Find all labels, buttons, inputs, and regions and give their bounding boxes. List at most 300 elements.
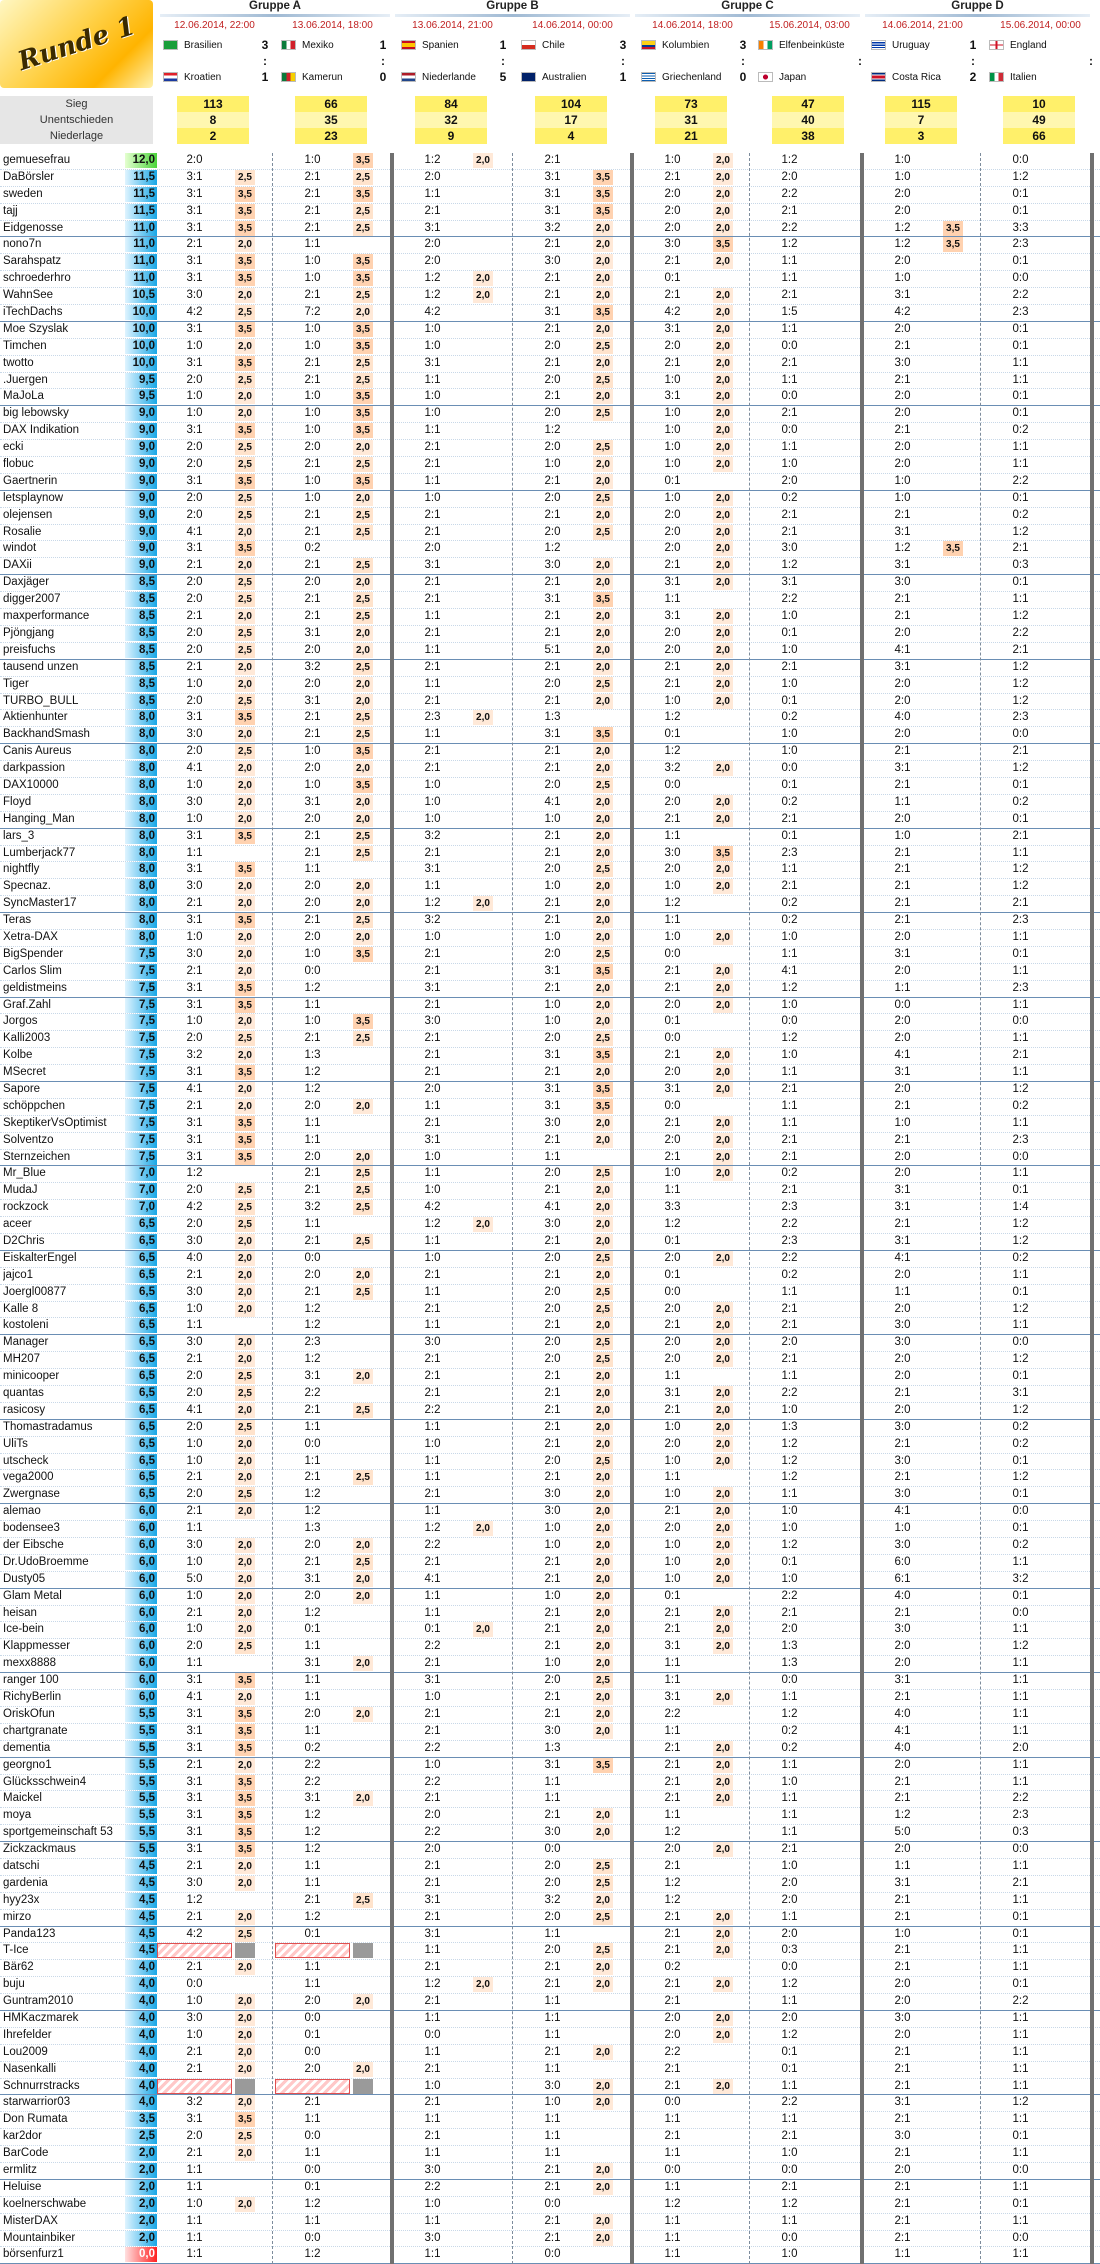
tip-cell: 1:0 [664, 441, 681, 454]
flag-icon [401, 40, 416, 50]
tip-cell: 3:1 [186, 1674, 203, 1687]
player-points: 11,0 [125, 221, 157, 236]
bonus-cell: 2,5 [235, 491, 255, 506]
player-name: DAX10000 [3, 778, 59, 791]
tip-cell: 1:1 [1012, 2147, 1029, 2160]
match-team-row [989, 38, 1098, 52]
bonus-cell: 2,0 [713, 1251, 733, 1266]
bonus-cell: 2,5 [235, 508, 255, 523]
tip-cell: 3:1 [544, 1082, 561, 1095]
tip-cell: 1:2 [1012, 880, 1029, 893]
bonus-cell: 2,5 [593, 1352, 613, 1367]
tip-cell: 1:0 [544, 1522, 561, 1535]
player-name: SyncMaster17 [3, 897, 77, 910]
bonus-cell: 2,0 [235, 2062, 255, 2077]
tip-cell: 3:1 [186, 914, 203, 927]
player-points: 4,5 [125, 1910, 157, 1925]
tip-cell: 1:2 [304, 2248, 321, 2261]
tip-cell: 2:1 [424, 2062, 441, 2075]
player-points: 10,0 [125, 305, 157, 320]
tip-cell: 2:1 [664, 1758, 681, 1771]
tip-cell: 3:1 [186, 204, 203, 217]
tip-cell: 2:1 [304, 2096, 321, 2109]
tip-cell: 3:1 [1012, 1387, 1029, 1400]
player-points: 6,5 [125, 1369, 157, 1384]
player-name: big lebowsky [3, 407, 69, 420]
tip-cell: 2:0 [186, 1640, 203, 1653]
tip-cell: 2:0 [304, 1589, 321, 1602]
score-colon: : [858, 54, 862, 68]
tip-cell: 1:1 [664, 2214, 681, 2227]
player-name: preisfuchs [3, 643, 56, 656]
score-colon: : [741, 54, 745, 68]
tip-cell: 3:1 [186, 1775, 203, 1788]
tip-cell: 1:3 [304, 1522, 321, 1535]
tip-cell: 3:0 [894, 576, 911, 589]
tip-cell: 0:2 [1012, 1437, 1029, 1450]
bonus-cell: 3,5 [235, 541, 255, 556]
bonus-cell: 2,0 [713, 964, 733, 979]
bonus-cell: 2,0 [593, 2163, 613, 2178]
tip-cell: 2:1 [894, 1387, 911, 1400]
bonus-cell: 2,5 [353, 204, 373, 219]
tip-cell: 1:2 [781, 981, 798, 994]
tip-cell: 0:0 [544, 2197, 561, 2210]
bonus-cell: 2,5 [353, 373, 373, 388]
tip-cell: 1:1 [781, 1691, 798, 1704]
player-points: 4,5 [125, 1859, 157, 1874]
tip-cell: 1:1 [1012, 1066, 1029, 1079]
bonus-cell: 3,5 [593, 727, 613, 742]
team-score: 1 [969, 38, 977, 52]
tip-cell: 1:1 [424, 1606, 441, 1619]
player-points: 8,5 [125, 626, 157, 641]
bonus-cell: 2,0 [235, 1994, 255, 2009]
player-name: Heluise [3, 2180, 42, 2193]
bonus-cell: 2,0 [593, 879, 613, 894]
match-team-row [758, 38, 867, 52]
bonus-cell: 2,0 [235, 1606, 255, 1621]
tip-cell: 1:1 [544, 1150, 561, 1163]
tip-cell: 2:0 [664, 643, 681, 656]
tip-cell: 1:1 [664, 1370, 681, 1383]
tip-cell: 0:0 [1012, 1336, 1029, 1349]
bonus-cell: 2,0 [473, 1521, 493, 1536]
tip-cell: 2:1 [424, 1370, 441, 1383]
bonus-cell: 2,0 [235, 2095, 255, 2110]
tip-cell: 1:0 [304, 947, 321, 960]
tip-cell: 2:1 [894, 1961, 911, 1974]
tip-cell: 1:0 [304, 745, 321, 758]
bonus-cell: 2,0 [593, 271, 613, 286]
bonus-cell: 2,0 [593, 1589, 613, 1604]
player-points: 6,5 [125, 1386, 157, 1401]
player-points: 8,5 [125, 609, 157, 624]
tip-cell: 0:2 [304, 542, 321, 555]
bonus-cell: 2,0 [713, 626, 733, 641]
tip-cell: 1:3 [781, 1420, 798, 1433]
flag-icon [989, 40, 1004, 50]
tip-cell: 1:1 [664, 2231, 681, 2244]
tip-cell: 1:1 [781, 373, 798, 386]
player-points: 6,5 [125, 1268, 157, 1283]
tip-cell: 1:1 [781, 2113, 798, 2126]
tip-cell: 2:1 [894, 2147, 911, 2160]
tip-cell: 1:2 [781, 154, 798, 166]
tip-cell: 1:2 [424, 289, 441, 302]
tip-cell: 2:1 [304, 356, 321, 369]
tip-cell: 3:1 [424, 221, 441, 234]
bonus-cell: 2,0 [713, 1842, 733, 1857]
tip-cell: 3:0 [894, 1336, 911, 1349]
player-name: tajj [3, 204, 18, 217]
tip-cell: 1:0 [544, 998, 561, 1011]
player-name: Carlos Slim [3, 964, 62, 977]
flag-icon [163, 72, 178, 82]
tip-cell: 0:0 [544, 2248, 561, 2261]
tip-cell: 1:0 [664, 880, 681, 893]
tip-cell: 3:1 [186, 322, 203, 335]
tip-cell: 3:0 [186, 1235, 203, 1247]
bonus-cell: 2,5 [593, 491, 613, 506]
tip-cell: 2:1 [781, 1133, 798, 1146]
tip-cell: 2:1 [304, 1893, 321, 1906]
bonus-cell: 2,0 [235, 1758, 255, 1773]
tip-cell: 1:1 [1012, 1859, 1029, 1872]
player-points: 2,0 [125, 2214, 157, 2229]
tip-cell: 2:1 [894, 2197, 911, 2210]
bonus-cell: 2,0 [235, 406, 255, 421]
player-points: 9,5 [125, 389, 157, 404]
team-name: Kroatien [184, 71, 222, 83]
tip-cell: 3:0 [894, 2130, 911, 2143]
tip-cell: 2:1 [664, 2130, 681, 2143]
tip-cell: 3:1 [664, 1691, 681, 1704]
tip-cell: 2:0 [894, 322, 911, 335]
player-name: buju [3, 1978, 25, 1991]
player-points: 4,0 [125, 2011, 157, 2026]
tip-cell: 0:2 [781, 1268, 798, 1281]
bonus-cell: 3,5 [353, 778, 373, 793]
bonus-cell: 3,5 [353, 406, 373, 421]
tip-cell: 2:1 [781, 525, 798, 538]
bonus-cell: 3,5 [353, 187, 373, 202]
flag-icon [281, 72, 296, 82]
tip-cell: 1:1 [664, 1471, 681, 1484]
tip-cell: 0:0 [781, 1961, 798, 1974]
tip-cell: 1:2 [1012, 1353, 1029, 1366]
tip-cell: 1:1 [424, 474, 441, 487]
team-name: Brasilien [184, 39, 223, 51]
tip-cell: 1:2 [781, 1454, 798, 1467]
tip-cell: 1:3 [781, 1657, 798, 1670]
player-name: MisterDAX [3, 2214, 58, 2227]
bonus-cell: 2,5 [353, 829, 373, 844]
tip-cell: 2:1 [544, 1420, 561, 1433]
tip-cell: 1:0 [781, 1572, 798, 1585]
tip-cell: 2:1 [424, 1049, 441, 1062]
player-name: twotto [3, 356, 34, 369]
bonus-cell: 2,0 [713, 1487, 733, 1502]
tip-cell: 2:1 [894, 2214, 911, 2227]
tip-cell: 1:1 [424, 2147, 441, 2160]
tip-cell: 1:0 [186, 1437, 203, 1450]
player-name: Tiger [3, 677, 29, 690]
tip-cell: 0:2 [1012, 795, 1029, 808]
player-points: 6,0 [125, 1589, 157, 1604]
bonus-cell: 2,0 [593, 1470, 613, 1485]
tip-cell: 2:0 [544, 1032, 561, 1045]
tip-cell: 2:0 [544, 1674, 561, 1687]
group-separator [630, 153, 634, 2264]
player-name: Xetra-DAX [3, 930, 58, 943]
tip-cell: 2:1 [664, 1505, 681, 1518]
tip-cell: 4:1 [894, 1251, 911, 1264]
tip-cell: 2:1 [186, 559, 203, 572]
player-points: 8,0 [125, 761, 157, 776]
player-points: 4,0 [125, 1994, 157, 2009]
tip-cell: 2:0 [304, 1707, 321, 1720]
tip-cell: 0:2 [304, 1741, 321, 1754]
tip-cell: 2:1 [544, 846, 561, 859]
match-date: 15.06.2014, 00:00 [1000, 20, 1081, 31]
tip-cell: 1:1 [424, 187, 441, 200]
player-name: der Eibsche [3, 1539, 64, 1552]
tip-cell: 1:0 [894, 1522, 911, 1535]
bonus-cell: 2,0 [713, 1352, 733, 1367]
bonus-cell: 2,0 [353, 812, 373, 827]
tip-cell: 1:2 [304, 981, 321, 994]
team-name: Kolumbien [662, 39, 710, 51]
tip-cell: 2:0 [781, 474, 798, 487]
team-name: England [1010, 39, 1047, 51]
player-name: Specnaz. [3, 880, 51, 893]
tip-cell: 2:1 [424, 458, 441, 471]
tip-cell: 1:0 [304, 390, 321, 403]
tip-cell: 1:3 [781, 1640, 798, 1653]
tip-cell: 2:0 [894, 1032, 911, 1045]
tip-cell: 2:0 [544, 1167, 561, 1180]
tip-cell: 1:2 [1012, 863, 1029, 876]
tip-cell: 1:0 [664, 694, 681, 707]
tip-cell: 2:1 [304, 508, 321, 521]
bonus-cell: 2,0 [713, 525, 733, 540]
tip-cell: 1:1 [1012, 1657, 1029, 1670]
bonus-cell: 2,0 [593, 356, 613, 371]
bonus-cell: 2,0 [473, 288, 493, 303]
tip-cell: 0:1 [424, 1623, 441, 1636]
bonus-cell: 2,0 [235, 879, 255, 894]
bonus-cell: 2,0 [593, 2214, 613, 2229]
team-name: Japan [779, 71, 807, 83]
bonus-cell: 3,5 [235, 1842, 255, 1857]
tip-cell: 2:0 [664, 187, 681, 200]
tip-cell: 2:1 [186, 1505, 203, 1518]
player-name: Zickzackmaus [3, 1843, 76, 1856]
bonus-cell: 2,0 [593, 1538, 613, 1553]
bonus-cell: 2,0 [713, 981, 733, 996]
player-name: ermlitz [3, 2163, 37, 2176]
tip-cell: 2:1 [664, 1775, 681, 1788]
tip-cell: 3:0 [894, 1539, 911, 1552]
bonus-cell: 2,0 [353, 930, 373, 945]
tip-cell: 1:1 [424, 1454, 441, 1467]
tip-cell: 2:2 [1012, 1792, 1029, 1805]
bonus-cell: 2,0 [353, 795, 373, 810]
tip-cell: 3:1 [186, 542, 203, 555]
bonus-cell: 2,5 [593, 677, 613, 692]
group-bar-c [635, 14, 860, 17]
bonus-cell: 2,0 [713, 1572, 733, 1587]
tip-cell: 1:1 [186, 1319, 203, 1332]
tip-cell: 2:2 [781, 1387, 798, 1400]
tip-cell: 1:1 [424, 1099, 441, 1112]
tip-cell: 1:2 [894, 1809, 911, 1822]
bonus-cell: 2,0 [713, 457, 733, 472]
player-name: D2Chris [3, 1235, 45, 1247]
player-name: DAX Indikation [3, 424, 80, 437]
tip-cell: 1:0 [304, 322, 321, 335]
tip-cell: 3:1 [781, 576, 798, 589]
player-name: MaJoLa [3, 390, 44, 403]
score-colon: : [501, 54, 505, 68]
tip-cell: 2:0 [664, 1353, 681, 1366]
bonus-cell: 2,0 [235, 1470, 255, 1485]
tip-cell: 2:1 [894, 1133, 911, 1146]
tip-cell: 2:2 [1012, 289, 1029, 302]
tip-cell: 2:1 [186, 2147, 203, 2160]
tip-cell: 2:0 [186, 694, 203, 707]
tip-cell: 2:0 [424, 1843, 441, 1856]
bonus-cell: 2,0 [593, 1960, 613, 1975]
player-name: Jorgos [3, 1015, 38, 1028]
bonus-cell: 2,5 [235, 694, 255, 709]
tip-cell: 1:1 [304, 1876, 321, 1889]
tip-cell: 1:1 [664, 1184, 681, 1197]
tip-cell: 0:1 [781, 694, 798, 707]
bonus-cell: 2,0 [713, 677, 733, 692]
tip-cell: 1:0 [304, 474, 321, 487]
tip-cell: 0:1 [781, 1555, 798, 1568]
tip-cell: 5:0 [894, 1826, 911, 1839]
bonus-cell: 3,5 [235, 998, 255, 1013]
tip-cell: 2:0 [186, 373, 203, 386]
tip-cell: 1:1 [186, 2214, 203, 2227]
tip-cell: 3:0 [186, 795, 203, 808]
tip-cell: 2:1 [424, 576, 441, 589]
player-points: 12,0 [125, 153, 157, 168]
bonus-cell: 2,0 [713, 339, 733, 354]
player-points: 11,5 [125, 170, 157, 185]
team-score: 1 [619, 70, 627, 84]
tip-cell: 2:1 [781, 1319, 798, 1332]
tip-cell: 2:0 [186, 1032, 203, 1045]
stat-value-unent: 32 [415, 112, 487, 128]
flag-icon [163, 40, 178, 50]
bonus-cell: 2,0 [593, 575, 613, 590]
bonus-cell: 2,5 [235, 1369, 255, 1384]
tip-cell: 2:0 [664, 1843, 681, 1856]
tip-cell: 3:1 [664, 610, 681, 623]
tip-cell: 1:1 [1012, 2079, 1029, 2092]
tip-cell: 3:3 [1012, 221, 1029, 234]
tip-cell: 2:1 [304, 1471, 321, 1484]
stat-value-sieg: 104 [535, 96, 607, 112]
tip-cell: 2:0 [304, 1539, 321, 1552]
tip-cell: 1:0 [664, 1488, 681, 1501]
stat-value-sieg: 115 [885, 96, 957, 112]
player-points: 8,5 [125, 592, 157, 607]
stat-value-sieg: 73 [655, 96, 727, 112]
bonus-cell: 2,0 [235, 1589, 255, 1604]
tip-cell: 1:0 [186, 2197, 203, 2210]
tip-cell: 2:1 [664, 559, 681, 572]
player-name: aceer [3, 1218, 32, 1231]
bonus-cell: 2,0 [353, 1572, 373, 1587]
player-name: starwarrior03 [3, 2096, 71, 2109]
tip-cell: 1:1 [186, 846, 203, 859]
tip-cell: 2:1 [894, 1606, 911, 1619]
tip-cell: 1:1 [781, 1066, 798, 1079]
tip-cell: 3:1 [186, 1116, 203, 1129]
bonus-cell: 2,0 [593, 322, 613, 337]
tip-cell: 2:1 [894, 1471, 911, 1484]
tip-cell: 0:0 [664, 778, 681, 791]
tip-cell: 2:0 [424, 255, 441, 268]
player-points: 7,5 [125, 1116, 157, 1131]
tip-cell: 1:1 [424, 2214, 441, 2227]
tip-cell: 1:0 [664, 1454, 681, 1467]
tip-cell: 1:1 [781, 1758, 798, 1771]
tip-cell: 1:0 [424, 322, 441, 335]
player-points: 6,0 [125, 1656, 157, 1671]
tip-cell: 3:1 [664, 1082, 681, 1095]
tip-cell: 1:0 [186, 390, 203, 403]
player-name: mexx8888 [3, 1657, 57, 1670]
tip-cell: 2:1 [424, 1116, 441, 1129]
tip-cell: 2:1 [544, 322, 561, 335]
tip-cell: 1:2 [304, 1488, 321, 1501]
player-name: utscheck [3, 1454, 49, 1467]
team-name: Spanien [422, 39, 459, 51]
tip-cell: 2:1 [424, 660, 441, 673]
bonus-cell: 3,5 [353, 153, 373, 168]
tip-cell: 0:2 [781, 795, 798, 808]
player-name: Mountainbiker [3, 2231, 76, 2244]
tip-cell: 2:1 [781, 289, 798, 302]
bonus-cell: 3,5 [593, 204, 613, 219]
tip-cell: 3:1 [186, 187, 203, 200]
tip-cell: 2:1 [664, 1606, 681, 1619]
tip-cell: 4:1 [781, 964, 798, 977]
tip-cell: 0:0 [1012, 2231, 1029, 2244]
group-title-d: Gruppe D [951, 0, 1004, 12]
tip-cell: 2:0 [894, 626, 911, 639]
tip-cell: 2:0 [894, 1978, 911, 1991]
tip-cell: 1:2 [664, 897, 681, 910]
tip-cell: 4:2 [894, 306, 911, 319]
tip-cell: 1:2 [664, 1893, 681, 1906]
team-score: 5 [499, 70, 507, 84]
tip-cell: 2:1 [1012, 643, 1029, 656]
tip-cell: 2:2 [1012, 1995, 1029, 2008]
player-name: UliTs [3, 1437, 28, 1450]
bonus-cell: 2,0 [713, 1639, 733, 1654]
tip-cell: 1:1 [544, 2028, 561, 2041]
tip-cell: 0:0 [664, 2096, 681, 2109]
bonus-cell: 2,0 [353, 879, 373, 894]
bonus-cell: 2,0 [713, 1403, 733, 1418]
